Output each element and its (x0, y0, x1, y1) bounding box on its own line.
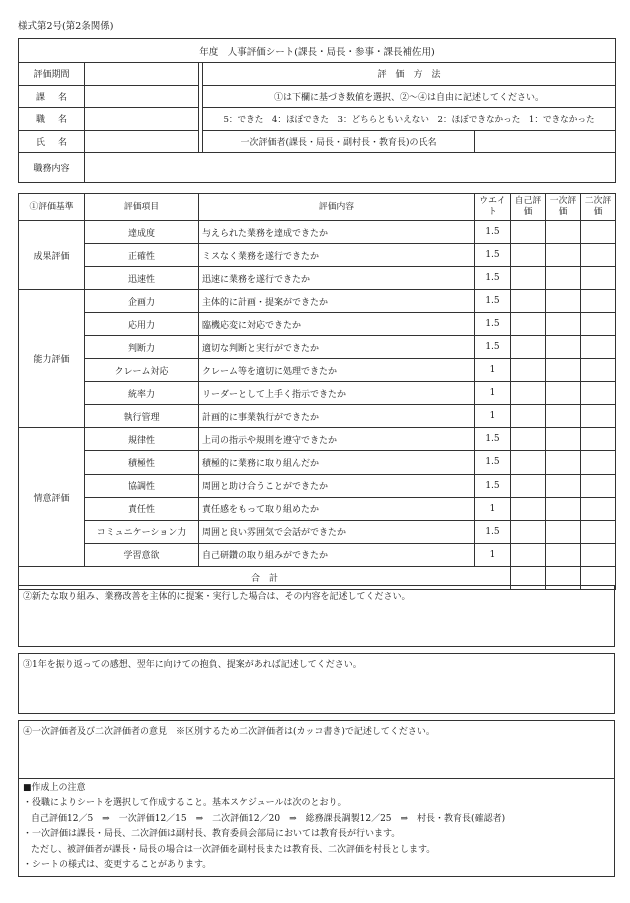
first-score[interactable] (546, 313, 581, 336)
table-row: 情意評価 規律性 上司の指示や規則を遵守できたか 1.5 (19, 428, 616, 451)
first-score[interactable] (546, 336, 581, 359)
second-score[interactable] (581, 359, 616, 382)
second-score[interactable] (581, 428, 616, 451)
notes-section (19, 779, 614, 875)
position-label: 職 名 (19, 108, 85, 131)
evaluator-opinion-field[interactable] (19, 721, 614, 779)
col-first: 一次評価 (546, 194, 581, 221)
period-label: 評価期間 (19, 63, 85, 86)
total-label: 合 計 (19, 566, 511, 589)
first-score[interactable] (546, 267, 581, 290)
category-performance: 成果評価 (19, 221, 85, 290)
note-line: ただし、被評価者が課長・局長の場合は一次評価を副村長または教育長、二次評価を村長とします。 (31, 844, 436, 855)
duties-label: 職務内容 (19, 153, 85, 183)
table-row: コミュニケーション力 周囲と良い雰囲気で会話ができたか 1.5 (19, 520, 616, 543)
first-score[interactable] (546, 405, 581, 428)
note-line: ・シートの様式は、変更することがあります。 (23, 860, 212, 871)
first-score[interactable] (546, 428, 581, 451)
name-label: 氏 名 (19, 130, 85, 153)
evaluator-opinion-box (18, 720, 615, 877)
second-score[interactable] (581, 451, 616, 474)
table-row: 正確性 ミスなく業務を遂行できたか 1.5 (19, 244, 616, 267)
self-score[interactable] (511, 497, 546, 520)
self-score[interactable] (511, 428, 546, 451)
evaluator-name-value[interactable] (475, 130, 616, 153)
self-score[interactable] (511, 336, 546, 359)
method-title: 評 価 方 法 (203, 63, 616, 86)
second-score[interactable] (581, 244, 616, 267)
first-score[interactable] (546, 244, 581, 267)
second-score[interactable] (581, 221, 616, 244)
reflection-box[interactable] (18, 653, 615, 714)
notes-title: ■作成上の注意 (23, 783, 86, 793)
self-score[interactable] (511, 244, 546, 267)
self-score[interactable] (511, 451, 546, 474)
note-line: ・役職によりシートを選択して作成すること。基本スケジュールは次のとおり。 (23, 798, 347, 809)
second-score[interactable] (581, 336, 616, 359)
table-row: 成果評価 達成度 与えられた業務を達成できたか 1.5 (19, 221, 616, 244)
first-score[interactable] (546, 474, 581, 497)
first-score[interactable] (546, 382, 581, 405)
col-weight: ウエイト (475, 194, 511, 221)
self-score[interactable] (511, 313, 546, 336)
self-score[interactable] (511, 405, 546, 428)
note-line: ・一次評価は課長・局長、二次評価は副村長、教育委員会部局においては教育長が行います。 (23, 829, 401, 840)
self-score[interactable] (511, 290, 546, 313)
evaluation-table (18, 193, 616, 590)
self-score[interactable] (511, 520, 546, 543)
first-score[interactable] (546, 359, 581, 382)
self-score[interactable] (511, 382, 546, 405)
second-score[interactable] (581, 543, 616, 566)
table-row: 能力評価 企画力 主体的に計画・提案ができたか 1.5 (19, 290, 616, 313)
method-line2: 5：できた 4：ほぼできた 3：どちらともいえない 2：ほぼできなかった 1：できなかった (203, 108, 616, 131)
self-score[interactable] (511, 359, 546, 382)
header-table (18, 38, 616, 183)
table-row: 統率力 リーダーとして上手く指示できたか 1 (19, 382, 616, 405)
self-score[interactable] (511, 221, 546, 244)
first-score[interactable] (546, 290, 581, 313)
second-score[interactable] (581, 382, 616, 405)
second-score[interactable] (581, 474, 616, 497)
table-row: 執行管理 計画的に事業執行ができたか 1 (19, 405, 616, 428)
table-row: 応用力 臨機応変に対応できたか 1.5 (19, 313, 616, 336)
first-score[interactable] (546, 520, 581, 543)
table-row: クレーム対応 クレーム等を適切に処理できたか 1 (19, 359, 616, 382)
table-row: 判断力 適切な判断と実行ができたか 1.5 (19, 336, 616, 359)
col-item: 評価項目 (85, 194, 199, 221)
method-line1: ①は下欄に基づき数値を選択、②〜④は自由に記述してください。 (203, 85, 616, 108)
first-score[interactable] (546, 221, 581, 244)
table-row: 積極性 積極的に業務に取り組んだか 1.5 (19, 451, 616, 474)
col-content: 評価内容 (199, 194, 475, 221)
dept-value[interactable] (85, 85, 199, 108)
position-value[interactable] (85, 108, 199, 131)
first-score[interactable] (546, 451, 581, 474)
second-score[interactable] (581, 267, 616, 290)
improvement-prompt: ②新たな取り組み、業務改善を主体的に提案・実行した場合は、その内容を記述してください。 (23, 592, 411, 602)
first-score[interactable] (546, 497, 581, 520)
improvement-box[interactable] (18, 585, 615, 647)
self-score[interactable] (511, 474, 546, 497)
note-line: 自己評価12／5 ⇒ 一次評価12／15 ⇒ 二次評価12／20 ⇒ 総務課長調製12／25 ⇒ 村長・教育長(確認者) (31, 813, 506, 824)
dept-label: 課 名 (19, 85, 85, 108)
sheet-title: 年度 人事評価シート(課長・局長・参事・課長補佐用) (19, 39, 616, 63)
table-row: 迅速性 迅速に業務を遂行できたか 1.5 (19, 267, 616, 290)
reflection-prompt: ③1年を振り返っての感想、翌年に向けての抱負、提案があれば記述してください。 (23, 660, 362, 670)
col-self: 自己評価 (511, 194, 546, 221)
evaluator-label: 一次評価者(課長・局長・副村長・教育長)の氏名 (203, 130, 475, 153)
self-score[interactable] (511, 267, 546, 290)
col-criteria: ①評価基準 (19, 194, 85, 221)
table-row: 責任性 責任感をもって取り組めたか 1 (19, 497, 616, 520)
first-score[interactable] (546, 543, 581, 566)
second-score[interactable] (581, 497, 616, 520)
col-second: 二次評価 (581, 194, 616, 221)
name-value[interactable] (85, 130, 199, 153)
second-score[interactable] (581, 313, 616, 336)
second-score[interactable] (581, 520, 616, 543)
duties-value[interactable] (85, 153, 616, 183)
evaluator-opinion-prompt: ④一次評価者及び二次評価者の意見 ※区別するため二次評価者は(カッコ書き)で記述してください。 (23, 727, 435, 737)
table-row: 学習意欲 自己研鑽の取り組みができたか 1 (19, 543, 616, 566)
second-score[interactable] (581, 290, 616, 313)
table-row: 協調性 周囲と助け合うことができたか 1.5 (19, 474, 616, 497)
form-number: 様式第2号(第2条関係) (18, 21, 114, 32)
category-ability: 能力評価 (19, 290, 85, 428)
period-value[interactable] (85, 63, 199, 86)
self-score[interactable] (511, 543, 546, 566)
second-score[interactable] (581, 405, 616, 428)
category-attitude: 情意評価 (19, 428, 85, 566)
